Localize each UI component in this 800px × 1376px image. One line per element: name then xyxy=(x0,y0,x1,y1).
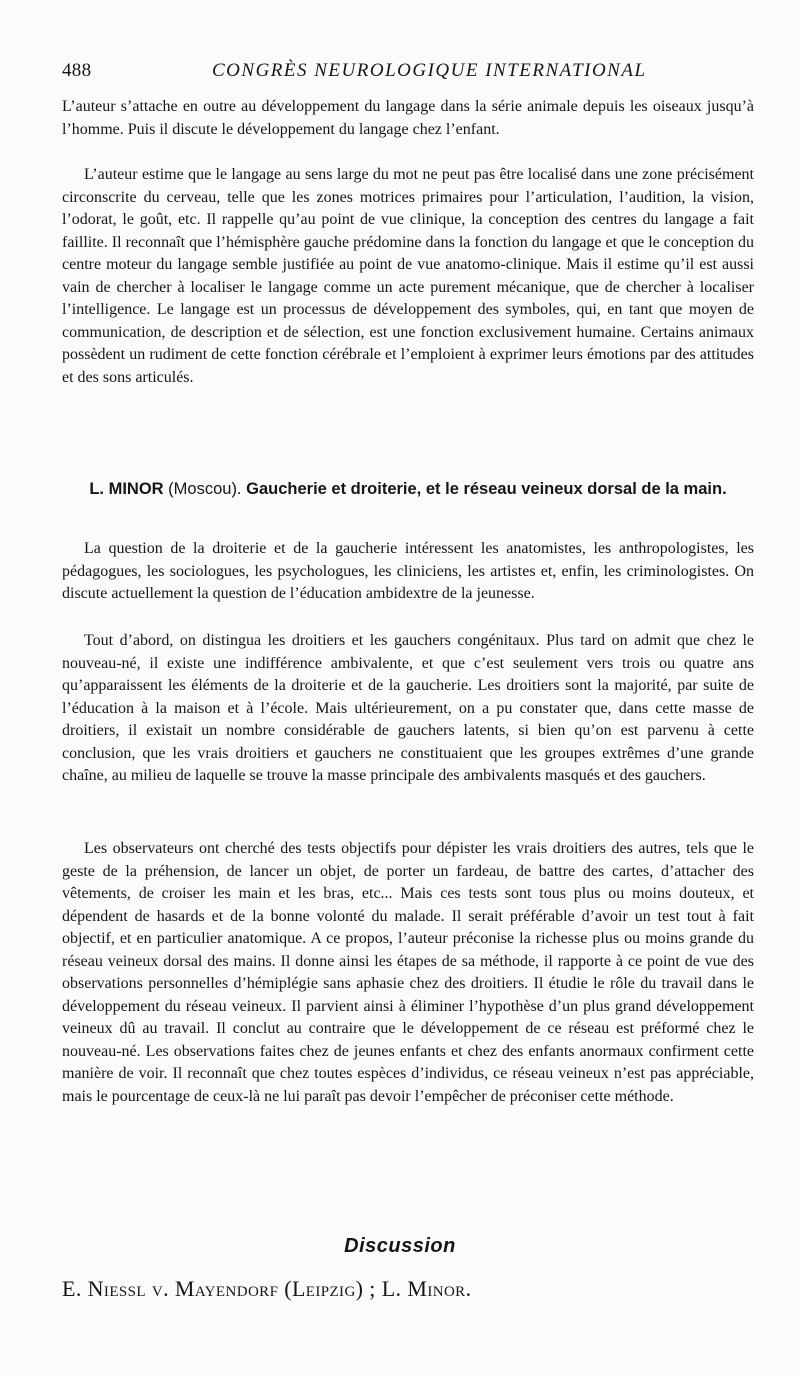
intro-paragraph-2: L’auteur estime que le langage au sens large du mot ne peut pas être localisé dans une zone précisément circonscrite du cerveau, telle que les zones motrices primaires pour l’articulation, l’audition, la vision, l’odorat, le goût, etc. Il rappelle qu’au point de vue clinique, la conception des centres du langage a fait faillite. Il reconnaît que l’hémisphère gauche prédomine dans la fonction du langage et que le conception du centre moteur du langage semble justifiée au point de vue anatomo-clinique. Mais il estime qu’il est aussi vain de chercher à localiser le langage comme un acte purement mécanique, que de chercher à localiser l’intelligence. Le langage est un processus de développement des symboles, qui, en tant que moyen de communication, de description et de sélection, est une fonction exclusivement humaine. Certains animaux possèdent un rudiment de cette fonction cérébrale et l’emploient à exprimer leurs émotions par des attitudes et des sons articulés. xyxy=(62,166,754,386)
article-author: L. MINOR xyxy=(89,480,164,498)
article-paragraph-1: La question de la droiterie et de la gaucherie intéressent les anatomistes, les anthropologistes, les pédagogues, les sociologues, les psychologues, les cliniciens, les artistes et, enfin, les criminologistes. On discute actuellement la question de l’éducation ambidextre de la jeunesse. xyxy=(62,540,754,602)
article-author-city: (Moscou). xyxy=(168,480,242,498)
page-number: 488 xyxy=(62,60,92,81)
article-paragraph-3: Les observateurs ont cherché des tests objectifs pour dépister les vrais droitiers des autres, tels que le geste de la préhension, de lancer un objet, de porter un fardeau, de battre des cartes, d’attacher des vêtements, de croiser les main et les bras, etc... Mais ces tests sont tous plus ou moins douteux, et dépendent de hasards et de la bonne volonté du malade. Il serait préférable d’avoir un test tout à fait objectif, et en particulier anatomique. A ce propos, l’auteur préconise la richesse plus ou moins grande du réseau veineux dorsal des mains. Il donne ainsi les étapes de sa méthode, il rapporte à ce point de vue des observations personnelles d’hémiplégie sans aphasie chez des droitiers. Il étudie le rôle du travail dans le développement du réseau veineux. Il parvient ainsi à éliminer l’hypothèse d’un plus grand développement veineux dû au travail. Il conclut au contraire que le développement de ce réseau est préformé chez le nouveau-né. Les observations faites chez de jeunes enfants et chez des enfants anormaux confirment cette manière de voir. Il reconnaît que chez toutes espèces d’individus, ce réseau veineux n’est pas appréciable, mais le pourcentage de ceux-là ne lui paraît pas devoir l’empêcher de préconiser cette méthode. xyxy=(62,840,754,1105)
page-header xyxy=(62,60,742,90)
discussion-title: Discussion xyxy=(344,1235,456,1257)
article-paragraph-2: Tout d’abord, on distingua les droitiers et les gauchers congénitaux. Plus tard on admit que chez le nouveau-né, il existe une indifférence ambivalente, et que c’est seulement vers trois ou quatre ans qu’apparaissent les éléments de la droiterie et de la gaucherie. Les droitiers sont la majorité, par suite de l’éducation à la maison et à l’école. Mais ultérieurement, on a pu constater que, dans cette masse de droitiers, il existait un nombre considérable de gauchers latents, si bien qu’on est parvenu à cette conclusion, que les vrais droitiers et gauchers ne constituaient que les groupes extrêmes d’une grande chaîne, au milieu de laquelle se trouve la masse principale des ambivalents masqués et des gauchers. xyxy=(62,632,754,784)
article-title: Gaucherie et droiterie, et le réseau veineux dorsal de la main. xyxy=(246,480,727,498)
discussion-participants: E. Niessl v. Mayendorf (Leipzig) ; L. Minor. xyxy=(62,1276,472,1301)
running-head: CONGRÈS NEUROLOGIQUE INTERNATIONAL xyxy=(212,60,647,81)
article-heading xyxy=(62,478,754,501)
intro-paragraph-1: L’auteur s’attache en outre au développement du langage dans la série animale depuis les oiseaux jusqu’à l’homme. Puis il discute le développement du langage chez l’enfant. xyxy=(62,98,754,138)
